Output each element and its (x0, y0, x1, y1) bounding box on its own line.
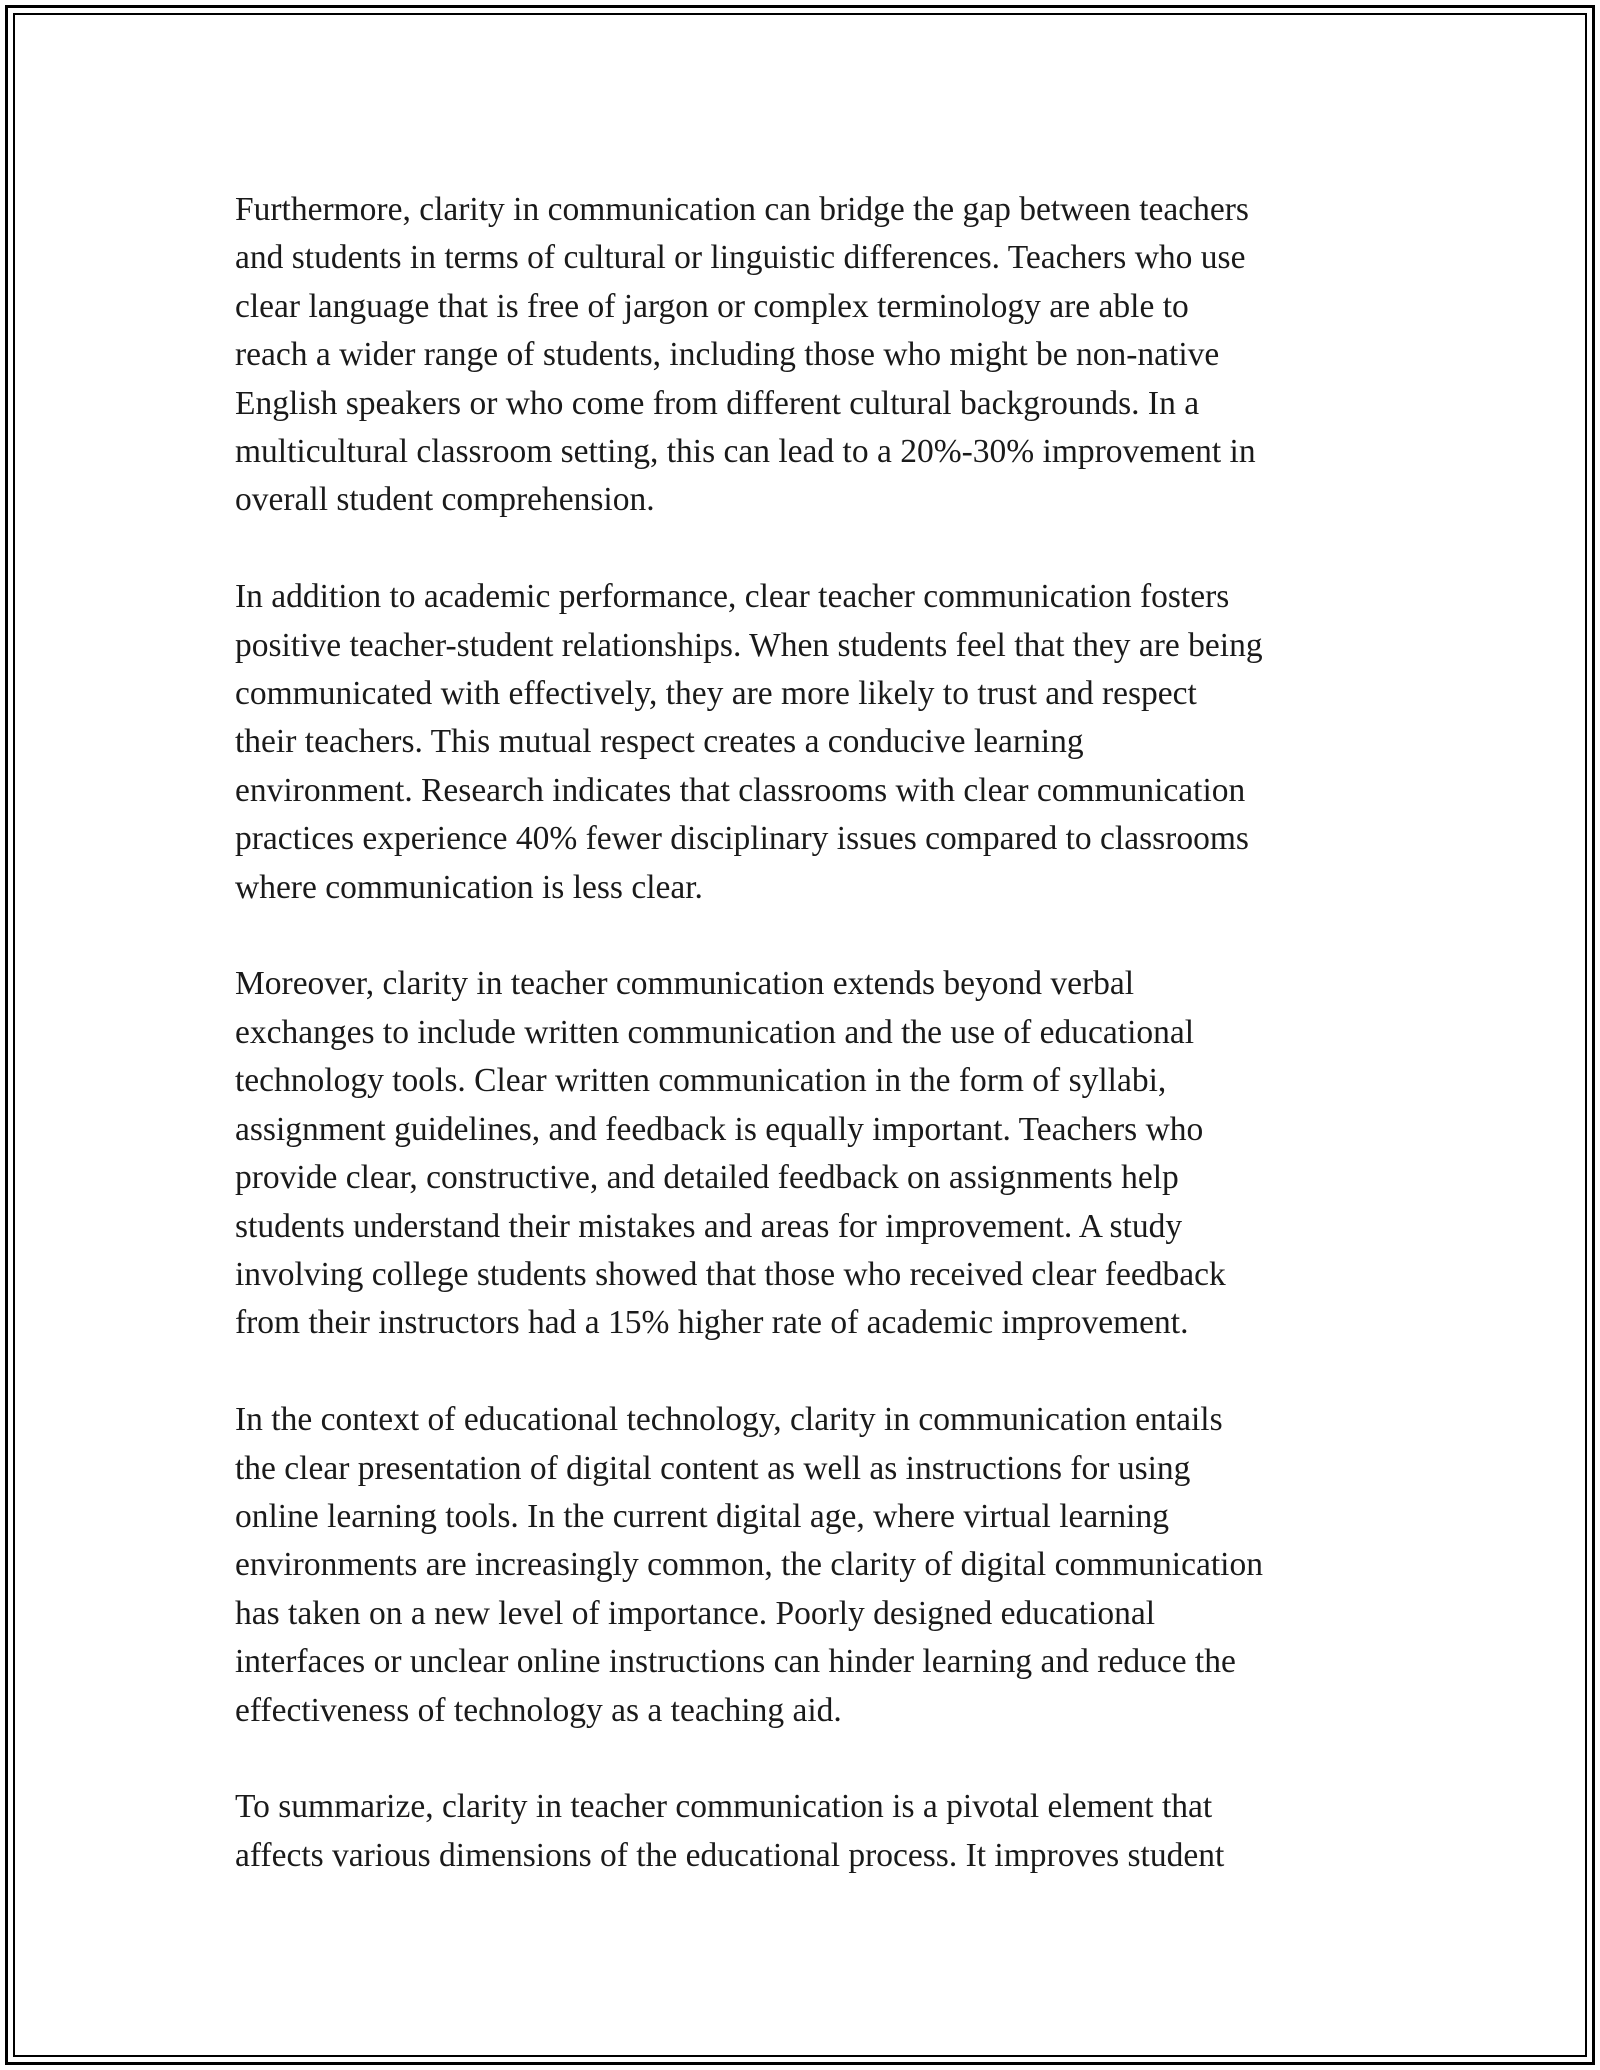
paragraph-cultural-differences: Furthermore, clarity in communication can bridge the gap between teachers and students in terms of cultural or linguistic differences. Teachers who use clear language that is free of jargon or complex terminology are able to reach a wider range of students, including those who might be non-native English speakers or who come from different cultural backgrounds. In a multicultural classroom setting, this can lead to a 20%-30% improvement in overall student comprehension. (235, 191, 1256, 519)
paragraph-educational-technology: In the context of educational technology, clarity in communication entails the clear presentation of digital content as well as instructions for using online learning tools. In the current digital age, where virtual learning environments are increasingly common, the clarity of digital communication has taken on a new level of importance. Poorly designed educational interfaces or unclear online instructions can hinder learning and reduce the effectiveness of technology as a teaching aid. (235, 1401, 1263, 1729)
document-body (235, 186, 1370, 1929)
paragraph-summary: To summarize, clarity in teacher communication is a pivotal element that affects various dimensions of the educational process. It improves student (235, 1788, 1225, 1874)
paragraph-written-communication: Moreover, clarity in teacher communication extends beyond verbal exchanges to include written communication and the use of educational technology tools. Clear written communication in the form of syllabi, assignment guidelines, and feedback is equally important. Teachers who provide clear, constructive, and detailed feedback on assignments help students understand their mistakes and areas for improvement. A study involving college students showed that those who received clear feedback from their instructors had a 15% higher rate of academic improvement. (235, 965, 1226, 1342)
paragraph-teacher-student-relationships: In addition to academic performance, clear teacher communication fosters positive teacher-student relationships. When students feel that they are being communicated with effectively, they are more likely to trust and respect their teachers. This mutual respect creates a conducive learning environment. Research indicates that classrooms with clear communication practices experience 40% fewer disciplinary issues compared to classrooms where communication is less clear. (235, 578, 1263, 906)
